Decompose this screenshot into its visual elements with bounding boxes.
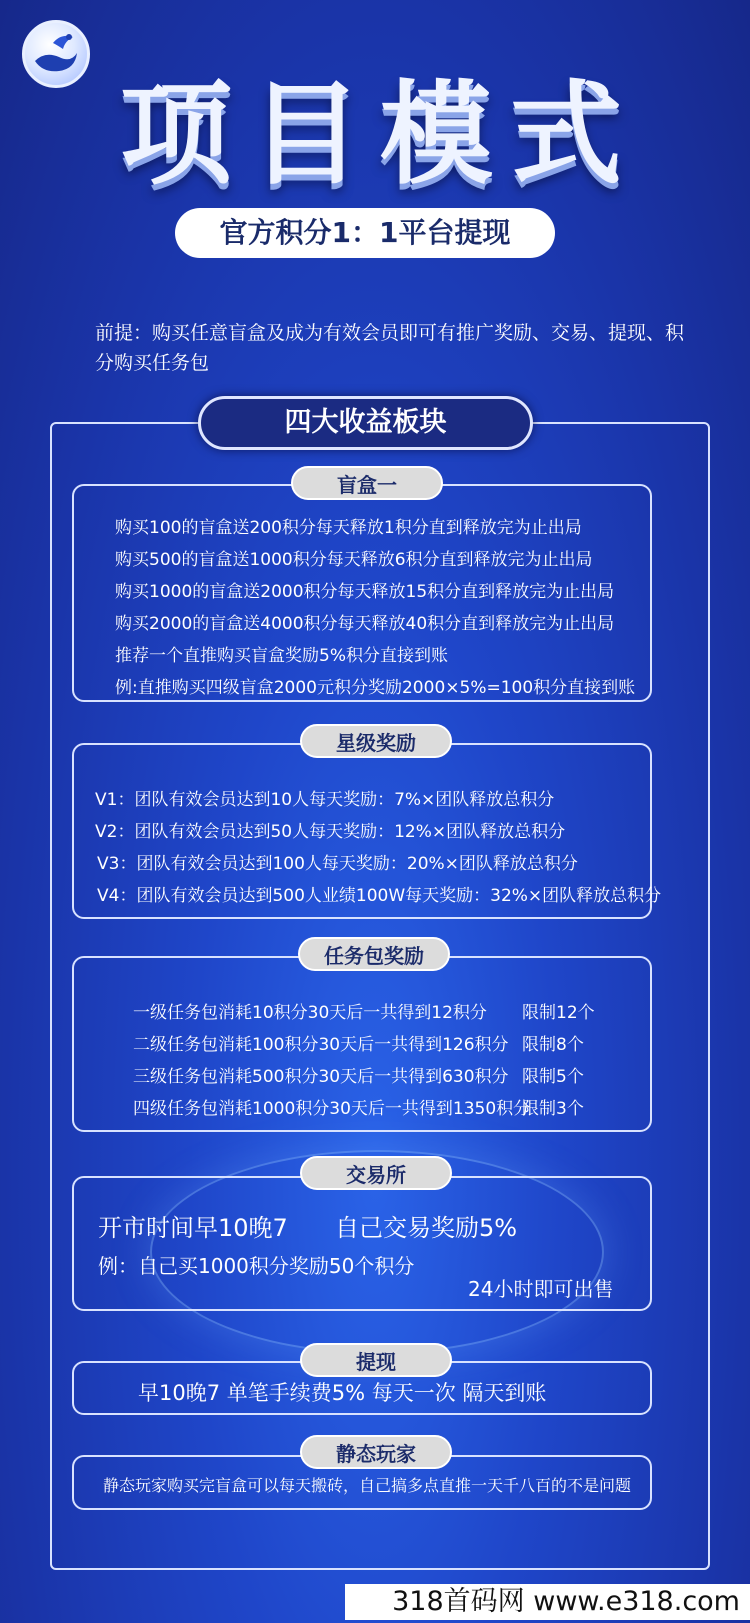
- blindbox-line: 购买100的盲盒送200积分每天释放1积分直到释放完为止出局: [115, 518, 582, 538]
- blindbox-line: 推荐一个直推购买盲盒奖励5%积分直接到账: [115, 646, 448, 666]
- watermark: 318首码网 www.e318.com: [345, 1584, 750, 1620]
- task-limit: 限制12个: [522, 1003, 595, 1023]
- task-desc: 四级任务包消耗1000积分30天后一共得到1350积分: [133, 1099, 531, 1119]
- star-label: 星级奖励: [300, 724, 452, 758]
- task-desc: 三级任务包消耗500积分30天后一共得到630积分: [133, 1067, 509, 1087]
- star-line: V1：团队有效会员达到10人每天奖励：7%×团队释放总积分: [95, 790, 555, 810]
- logo-icon: [25, 23, 87, 85]
- task-limit: 限制5个: [522, 1067, 584, 1087]
- static-line: 静态玩家购买完盲盒可以每天搬砖，自己搞多点直推一天千八百的不是问题: [103, 1476, 632, 1495]
- task-desc: 二级任务包消耗100积分30天后一共得到126积分: [133, 1035, 509, 1055]
- star-line: V4：团队有效会员达到500人业绩100W每天奖励：32%×团队释放总积分: [97, 886, 662, 906]
- exchange-example: 例：自己买1000积分奖励50个积分: [98, 1254, 415, 1278]
- star-line: V2：团队有效会员达到50人每天奖励：12%×团队释放总积分: [95, 822, 566, 842]
- withdraw-line: 早10晚7 单笔手续费5% 每天一次 隔天到账: [138, 1381, 547, 1405]
- section-heading: 四大收益板块: [198, 396, 533, 450]
- exchange-hours: 开市时间早10晚7: [98, 1214, 288, 1242]
- blindbox-line: 购买500的盲盒送1000积分每天释放6积分直到释放完为止出局: [115, 550, 593, 570]
- blindbox-line: 例:直推购买四级盲盒2000元积分奖励2000×5%=100积分直接到账: [115, 678, 636, 698]
- premise-text: 前提：购买任意盲盒及成为有效会员即可有推广奖励、交易、提现、积分购买任务包: [95, 322, 685, 374]
- task-label: 任务包奖励: [298, 937, 450, 971]
- brand-logo: [22, 20, 90, 88]
- page-title: 项目模式: [120, 70, 640, 200]
- task-limit: 限制3个: [522, 1099, 584, 1119]
- blindbox-line: 购买2000的盲盒送4000积分每天释放40积分直到释放完为止出局: [115, 614, 615, 634]
- exchange-sell: 24小时即可出售: [468, 1277, 614, 1301]
- subtitle-banner: 官方积分1：1平台提现: [175, 208, 555, 258]
- withdraw-label: 提现: [300, 1343, 452, 1377]
- task-limit: 限制8个: [522, 1035, 584, 1055]
- task-desc: 一级任务包消耗10积分30天后一共得到12积分: [133, 1003, 487, 1023]
- blindbox-label: 盲盒一: [291, 466, 443, 500]
- star-line: V3：团队有效会员达到100人每天奖励：20%×团队释放总积分: [97, 854, 578, 874]
- blindbox-line: 购买1000的盲盒送2000积分每天释放15积分直到释放完为止出局: [115, 582, 615, 602]
- exchange-reward: 自己交易奖励5%: [335, 1214, 518, 1242]
- static-label: 静态玩家: [300, 1435, 452, 1469]
- exchange-label: 交易所: [300, 1156, 452, 1190]
